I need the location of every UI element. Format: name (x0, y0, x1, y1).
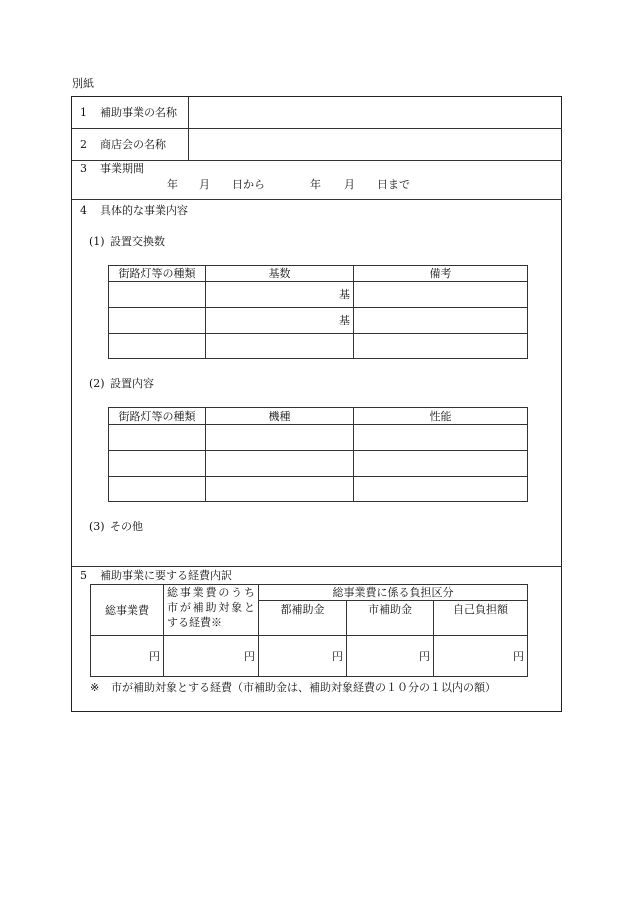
row-divider (72, 160, 562, 161)
self-pay-value: 円 (434, 636, 528, 677)
section-number: 2 (80, 138, 87, 151)
table-row (109, 451, 528, 477)
table-cell: 基 (206, 282, 354, 308)
city-subsidy-value: 円 (347, 636, 434, 677)
table-row (109, 308, 528, 334)
column-header: 機種 (206, 408, 354, 425)
column-header: 基数 (206, 266, 354, 282)
row-divider (72, 128, 562, 129)
period-start-month: 月 (199, 178, 210, 191)
table-cell (354, 308, 528, 334)
section-number: 4 (80, 204, 87, 217)
installation-details-label: 設置内容 (110, 377, 154, 390)
table-cell (109, 308, 206, 334)
table-cell (354, 425, 528, 451)
footnote-text: 市が補助対象とする経費（市補助金は、補助対象経費の１０分の１以内の額） (111, 681, 496, 694)
installation-details-table (108, 407, 528, 502)
table-cell (109, 425, 206, 451)
metropolitan-subsidy-header: 都補助金 (259, 601, 347, 636)
table-cell (206, 451, 354, 477)
row-divider (72, 566, 562, 567)
table-row (109, 282, 528, 308)
table-header-row (109, 408, 528, 425)
period-start-day: 日から (232, 178, 265, 191)
period-end-day: 日まで (377, 178, 410, 191)
project-period-label: 事業期間 (100, 162, 144, 175)
subsection-number: (2) (89, 377, 105, 390)
column-header: 備考 (354, 266, 528, 282)
subsection-number: (3) (89, 520, 105, 533)
section-number: 3 (80, 162, 87, 175)
header-line: する経費※ (167, 616, 222, 629)
project-name-value (190, 98, 560, 127)
subsidy-target-cost-value: 円 (164, 636, 259, 677)
budget-breakdown-label: 補助事業に要する経費内訳 (100, 569, 232, 582)
row-divider (72, 199, 562, 200)
table-cell (206, 477, 354, 502)
cost-share-header: 総事業費に係る負担区分 (259, 585, 528, 601)
subsidy-target-cost-header (164, 585, 259, 636)
column-header: 街路灯等の種類 (109, 408, 206, 425)
table-row (109, 334, 528, 359)
project-name-label: 補助事業の名称 (100, 106, 177, 119)
column-header: 性能 (354, 408, 528, 425)
period-end-year: 年 (310, 178, 321, 191)
table-row (109, 477, 528, 502)
total-cost-header: 総事業費 (91, 585, 164, 636)
metropolitan-subsidy-value: 円 (259, 636, 347, 677)
table-cell (109, 451, 206, 477)
table-cell (109, 334, 206, 359)
table-cell (354, 451, 528, 477)
table-cell (206, 334, 354, 359)
table-row (91, 636, 528, 677)
table-cell (354, 477, 528, 502)
period-start-year: 年 (167, 178, 178, 191)
shopping-association-value (190, 130, 560, 159)
total-cost-value: 円 (91, 636, 164, 677)
header-line: 市が補助対象と (167, 601, 255, 614)
table-cell (109, 282, 206, 308)
label-column-divider (188, 97, 189, 160)
table-header-row (91, 585, 528, 601)
budget-table (90, 584, 528, 677)
section-number: 5 (80, 569, 87, 582)
self-pay-header: 自己負担額 (434, 601, 528, 636)
column-header: 街路灯等の種類 (109, 266, 206, 282)
installation-count-label: 設置交換数 (110, 235, 165, 248)
table-cell: 基 (206, 308, 354, 334)
table-header-row (109, 266, 528, 282)
shopping-association-label: 商店会の名称 (100, 138, 166, 151)
attachment-label: 別紙 (72, 77, 94, 90)
footnote-mark: ※ (90, 681, 100, 694)
header-line: 総事業費のうち (167, 586, 255, 599)
installation-count-table (108, 265, 528, 359)
table-cell (206, 425, 354, 451)
table-cell (109, 477, 206, 502)
subsection-number: (1) (89, 235, 105, 248)
period-end-month: 月 (344, 178, 355, 191)
section-number: 1 (80, 106, 87, 119)
project-details-label: 具体的な事業内容 (100, 204, 188, 217)
table-cell (354, 334, 528, 359)
city-subsidy-header: 市補助金 (347, 601, 434, 636)
other-label: その他 (110, 520, 143, 533)
table-row (109, 425, 528, 451)
table-cell (354, 282, 528, 308)
